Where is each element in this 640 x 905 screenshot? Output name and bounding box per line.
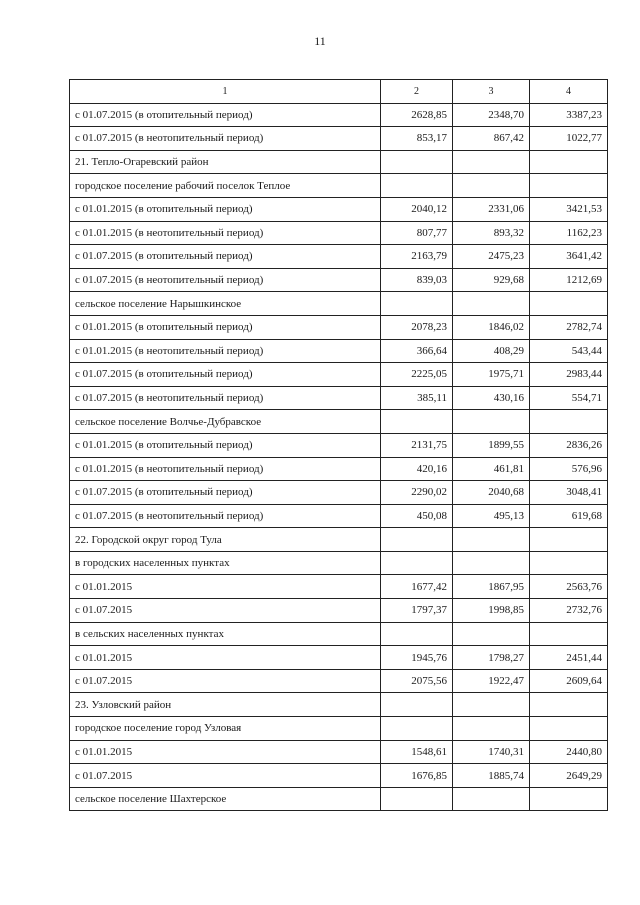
table-row [70,787,608,811]
table-row [70,174,608,198]
value-cell-4: 2609,64 [530,669,608,693]
table-row [70,103,608,127]
value-cell-2 [381,787,453,811]
value-cell-4: 3421,53 [530,197,608,221]
row-label-cell: с 01.07.2015 (в неотопительный период) [70,386,381,410]
table-row [70,740,608,764]
row-label-cell: с 01.01.2015 (в отопительный период) [70,433,381,457]
value-cell-4: 2782,74 [530,315,608,339]
table-row [70,339,608,363]
value-cell-4: 554,71 [530,386,608,410]
value-cell-3: 1899,55 [453,433,530,457]
row-label-cell: с 01.07.2015 (в неотопительный период) [70,127,381,151]
value-cell-4: 1162,23 [530,221,608,245]
table-row [70,363,608,387]
value-cell-3: 929,68 [453,268,530,292]
table-row [70,221,608,245]
row-label-cell: с 01.01.2015 [70,646,381,670]
header-cell-3: 3 [453,80,530,104]
value-cell-2: 839,03 [381,268,453,292]
row-label-cell: городское поселение рабочий поселок Теплое [70,174,381,198]
header-cell-2: 2 [381,80,453,104]
value-cell-3: 1885,74 [453,764,530,788]
table-row [70,457,608,481]
value-cell-3: 867,42 [453,127,530,151]
value-cell-4: 2440,80 [530,740,608,764]
value-cell-4: 576,96 [530,457,608,481]
value-cell-2: 1945,76 [381,646,453,670]
value-cell-4 [530,150,608,174]
row-label-cell: с 01.01.2015 (в отопительный период) [70,315,381,339]
table-row [70,315,608,339]
value-cell-3: 2331,06 [453,197,530,221]
row-label-cell: с 01.01.2015 [70,575,381,599]
value-cell-4: 2451,44 [530,646,608,670]
value-cell-3: 2475,23 [453,245,530,269]
table-row [70,268,608,292]
value-cell-2 [381,150,453,174]
table-row [70,646,608,670]
value-cell-4 [530,717,608,741]
value-cell-4 [530,292,608,316]
row-label-cell: городское поселение город Узловая [70,717,381,741]
table-row [70,433,608,457]
row-label-cell: с 01.07.2015 [70,764,381,788]
row-label-cell: сельское поселение Шахтерское [70,787,381,811]
row-label-cell: с 01.07.2015 [70,669,381,693]
value-cell-3 [453,693,530,717]
row-label-cell: 23. Узловский район [70,693,381,717]
table-row [70,575,608,599]
value-cell-2: 1676,85 [381,764,453,788]
value-cell-3: 2040,68 [453,481,530,505]
value-cell-4: 619,68 [530,504,608,528]
value-cell-3: 1998,85 [453,599,530,623]
value-cell-2: 853,17 [381,127,453,151]
value-cell-3 [453,787,530,811]
value-cell-4: 3641,42 [530,245,608,269]
table-row [70,150,608,174]
row-label-cell: с 01.01.2015 (в неотопительный период) [70,221,381,245]
value-cell-2 [381,622,453,646]
value-cell-2 [381,410,453,434]
value-cell-2: 1677,42 [381,575,453,599]
value-cell-2: 2163,79 [381,245,453,269]
table-row [70,197,608,221]
row-label-cell: с 01.01.2015 (в неотопительный период) [70,339,381,363]
value-cell-4 [530,174,608,198]
value-cell-2: 1548,61 [381,740,453,764]
table-row [70,481,608,505]
table-row [70,622,608,646]
value-cell-2: 420,16 [381,457,453,481]
value-cell-2: 1797,37 [381,599,453,623]
value-cell-2: 2131,75 [381,433,453,457]
value-cell-2: 2078,23 [381,315,453,339]
value-cell-3 [453,174,530,198]
table-row [70,386,608,410]
table-row [70,717,608,741]
value-cell-4 [530,693,608,717]
table-row [70,504,608,528]
value-cell-2: 2075,56 [381,669,453,693]
value-cell-3: 430,16 [453,386,530,410]
value-cell-3 [453,292,530,316]
value-cell-3: 461,81 [453,457,530,481]
table-header-row [70,80,608,104]
value-cell-2: 2290,02 [381,481,453,505]
row-label-cell: с 01.07.2015 (в отопительный период) [70,363,381,387]
row-label-cell: с 01.07.2015 (в неотопительный период) [70,504,381,528]
value-cell-3: 1798,27 [453,646,530,670]
value-cell-4 [530,528,608,552]
value-cell-2: 2040,12 [381,197,453,221]
value-cell-2 [381,528,453,552]
value-cell-3 [453,717,530,741]
value-cell-3: 2348,70 [453,103,530,127]
row-label-cell: в сельских населенных пунктах [70,622,381,646]
value-cell-3: 1922,47 [453,669,530,693]
value-cell-2 [381,292,453,316]
value-cell-2: 450,08 [381,504,453,528]
value-cell-3 [453,150,530,174]
value-cell-2: 366,64 [381,339,453,363]
value-cell-4: 1022,77 [530,127,608,151]
value-cell-4 [530,787,608,811]
value-cell-4: 2836,26 [530,433,608,457]
row-label-cell: с 01.07.2015 (в неотопительный период) [70,268,381,292]
value-cell-4: 3048,41 [530,481,608,505]
header-cell-1: 1 [70,80,381,104]
table-row [70,599,608,623]
row-label-cell: 21. Тепло-Огаревский район [70,150,381,174]
row-label-cell: с 01.07.2015 (в отопительный период) [70,245,381,269]
row-label-cell: с 01.01.2015 (в отопительный период) [70,197,381,221]
value-cell-4: 543,44 [530,339,608,363]
table-row [70,693,608,717]
value-cell-3: 1867,95 [453,575,530,599]
row-label-cell: 22. Городской округ город Тула [70,528,381,552]
header-cell-4: 4 [530,80,608,104]
row-label-cell: сельское поселение Волчье-Дубравское [70,410,381,434]
row-label-cell: сельское поселение Нарышкинское [70,292,381,316]
value-cell-4: 2563,76 [530,575,608,599]
table-body [70,80,608,811]
value-cell-4: 2649,29 [530,764,608,788]
row-label-cell: с 01.07.2015 (в отопительный период) [70,103,381,127]
value-cell-3: 1846,02 [453,315,530,339]
row-label-cell: с 01.07.2015 (в отопительный период) [70,481,381,505]
value-cell-2: 807,77 [381,221,453,245]
value-cell-3 [453,410,530,434]
value-cell-3: 408,29 [453,339,530,363]
value-cell-3: 495,13 [453,504,530,528]
row-label-cell: в городских населенных пунктах [70,551,381,575]
row-label-cell: с 01.01.2015 [70,740,381,764]
table-row [70,764,608,788]
value-cell-4: 2983,44 [530,363,608,387]
value-cell-4: 3387,23 [530,103,608,127]
value-cell-4 [530,551,608,575]
value-cell-4: 2732,76 [530,599,608,623]
value-cell-3 [453,551,530,575]
row-label-cell: с 01.07.2015 [70,599,381,623]
table-row [70,245,608,269]
value-cell-2: 385,11 [381,386,453,410]
table-row [70,551,608,575]
value-cell-2 [381,551,453,575]
table-row [70,669,608,693]
table-row [70,528,608,552]
value-cell-4 [530,410,608,434]
table-row [70,410,608,434]
value-cell-4 [530,622,608,646]
page-number: 11 [314,34,326,48]
value-cell-4: 1212,69 [530,268,608,292]
tariff-table [69,79,608,811]
value-cell-3: 893,32 [453,221,530,245]
value-cell-2: 2628,85 [381,103,453,127]
table-row [70,292,608,316]
value-cell-3 [453,528,530,552]
row-label-cell: с 01.01.2015 (в неотопительный период) [70,457,381,481]
value-cell-2 [381,174,453,198]
value-cell-2 [381,693,453,717]
value-cell-3 [453,622,530,646]
value-cell-3: 1975,71 [453,363,530,387]
value-cell-2 [381,717,453,741]
table-row [70,127,608,151]
value-cell-2: 2225,05 [381,363,453,387]
value-cell-3: 1740,31 [453,740,530,764]
